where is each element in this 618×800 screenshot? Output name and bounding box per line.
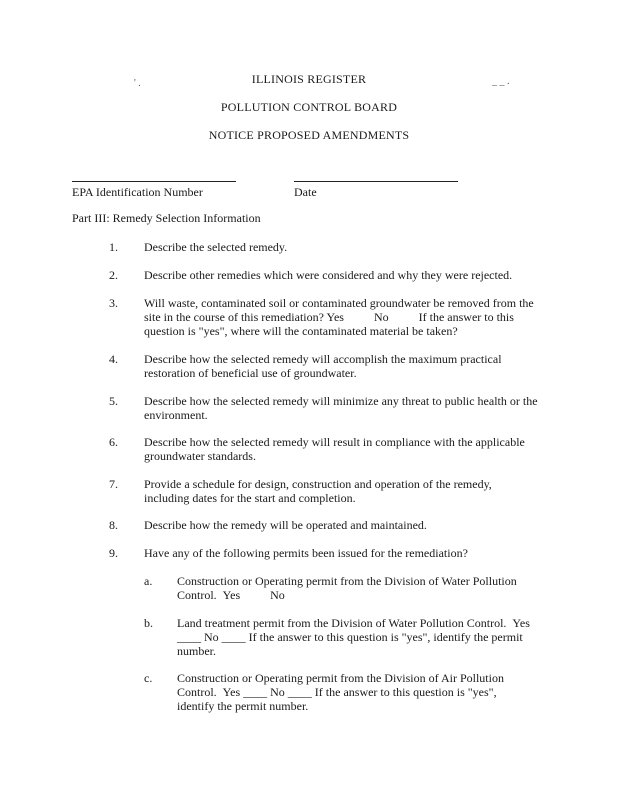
item-number: 8. — [109, 518, 118, 532]
item-text: Describe how the selected remedy will minimize any threat to public health or the environment. — [144, 394, 538, 422]
part-title: Part III: Remedy Selection Information — [72, 211, 261, 225]
item-text: Describe other remedies which were considered and why they were rejected. — [144, 268, 513, 282]
item-text: Describe how the remedy will be operated and maintained. — [144, 518, 427, 532]
item-text: Describe the selected remedy. — [144, 240, 288, 254]
item-number: 2. — [109, 268, 118, 282]
item-number: 7. — [109, 477, 118, 491]
item-text: Describe how the selected remedy will accomplish the maximum practical restoration of beneficial use of groundwater. — [144, 352, 502, 380]
date-label: Date — [294, 185, 317, 199]
item-text: Provide a schedule for design, construction and operation of the remedy, including dates for the start and completion. — [144, 477, 492, 505]
epa-id-label: EPA Identification Number — [72, 185, 203, 199]
scan-mark-left: ' . — [134, 78, 141, 89]
item-text: Describe how the selected remedy will result in compliance with the applicable groundwater standards. — [144, 435, 525, 463]
date-line — [294, 181, 458, 182]
item-number: 5. — [109, 394, 118, 408]
item-text: Will waste, contaminated soil or contaminated groundwater be removed from the site in the course of this remediation? Yes No If the answer to this question is "yes", where will the contaminated material be taken? — [144, 296, 534, 338]
notice-title: NOTICE PROPOSED AMENDMENTS — [208, 128, 410, 142]
epa-id-line — [72, 181, 236, 182]
sub-item-text: Land treatment permit from the Division of Water Pollution Control. Yes ____ No ____ If the answer to this question is "yes", identify the permit number. — [177, 616, 530, 658]
board-title: POLLUTION CONTROL BOARD — [220, 100, 398, 114]
sub-item-text: Construction or Operating permit from the Division of Air Pollution Control. Yes ____ No ____ If the answer to this question is "yes", identify the permit number. — [177, 671, 504, 713]
item-number: 9. — [109, 546, 118, 560]
register-title: ILLINOIS REGISTER — [251, 72, 367, 86]
sub-item-letter: a. — [144, 574, 153, 588]
item-text: Have any of the following permits been issued for the remediation? — [144, 546, 468, 560]
scan-mark-right: _ _ . — [492, 76, 510, 87]
sub-item-letter: c. — [144, 671, 153, 685]
sub-item-letter: b. — [144, 616, 153, 630]
item-number: 6. — [109, 435, 118, 449]
sub-item-text: Construction or Operating permit from the Division of Water Pollution Control. Yes No — [177, 574, 517, 602]
item-number: 4. — [109, 352, 118, 366]
item-number: 3. — [109, 296, 118, 310]
item-number: 1. — [109, 240, 118, 254]
